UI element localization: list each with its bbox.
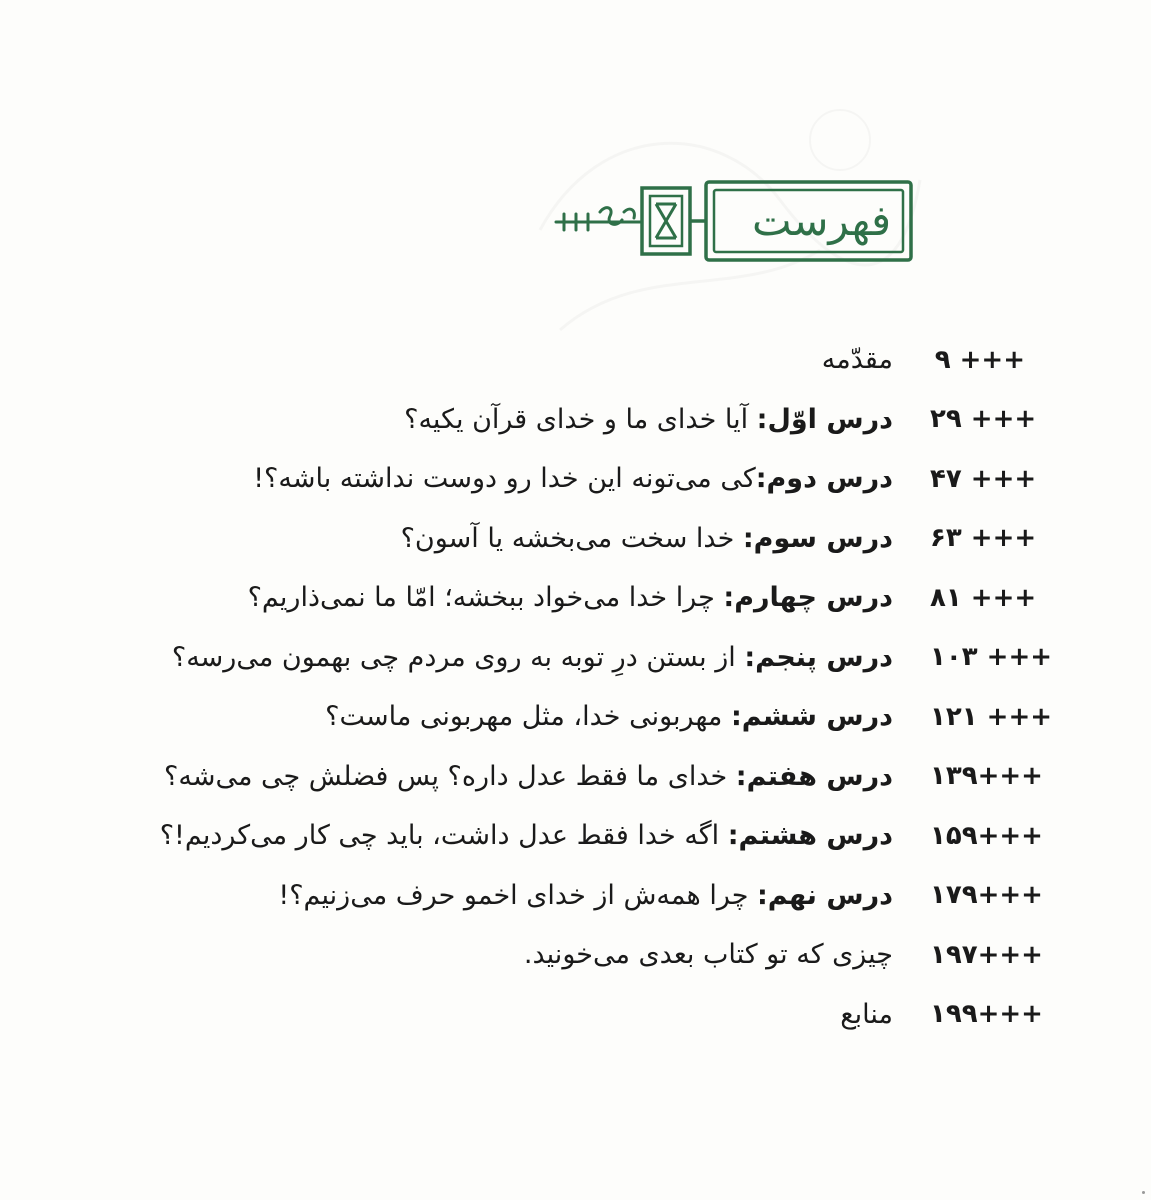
lesson-label: درس هشتم: — [727, 820, 893, 852]
page-number: ۱۹۹+++ — [930, 999, 1043, 1030]
toc-row — [120, 806, 1043, 866]
entry-text — [524, 939, 893, 970]
toc-row — [120, 985, 1043, 1045]
toc-row — [120, 925, 1043, 985]
entry-title: خدا سخت می‌بخشه یا آسون؟ — [400, 522, 743, 554]
toc-row — [120, 628, 1053, 688]
hourglass-icon — [656, 204, 676, 238]
lesson-label: درس ششم: — [730, 701, 893, 733]
entry-text — [822, 344, 893, 375]
entry-text — [325, 701, 893, 732]
entry-title: چرا همه‌ش از خدای اخمو حرف می‌زنیم؟! — [278, 879, 757, 911]
entry-title: مقدّمه — [821, 344, 893, 376]
page-number: ۸۱ +++ — [930, 582, 1037, 613]
page-number: ۱۷۹+++ — [930, 880, 1043, 911]
page-number: ۱۰۳ +++ — [930, 642, 1053, 673]
page-number: ۶۳ +++ — [930, 523, 1037, 554]
entry-text — [278, 880, 893, 911]
lesson-label: درس پنجم: — [744, 641, 893, 673]
toc-row — [120, 390, 1037, 450]
page-number: ۱۵۹+++ — [930, 820, 1043, 851]
toc-header — [550, 178, 915, 263]
toc-row — [120, 330, 1025, 390]
entry-text — [253, 463, 893, 494]
print-speck — [1142, 1191, 1145, 1194]
entry-text — [172, 642, 893, 673]
entry-text — [404, 404, 893, 435]
page-number: ۱۳۹+++ — [930, 761, 1043, 792]
toc-row — [120, 449, 1037, 509]
entry-title: خدای ما فقط عدل داره؟ پس فضلش چی می‌شه؟ — [164, 760, 736, 792]
entry-title: آیا خدای ما و خدای قرآن یکیه؟ — [404, 403, 757, 435]
entry-text — [160, 820, 893, 851]
entry-text — [164, 761, 893, 792]
lesson-label: درس سوم: — [742, 522, 893, 554]
entry-text — [401, 523, 893, 554]
entry-title: کی می‌تونه این خدا رو دوست نداشته باشه؟! — [253, 463, 756, 495]
page-number: ۱۲۱ +++ — [930, 701, 1053, 732]
entry-title: اگه خدا فقط عدل داشت، باید چی کار می‌کردیم!؟ — [159, 820, 728, 852]
table-of-contents — [120, 330, 1053, 1044]
entry-title: از بستن درِ توبه به روی مردم چی بهمون می‌رسه؟ — [171, 641, 745, 673]
toc-row — [120, 568, 1037, 628]
page-number: ۴۷ +++ — [930, 463, 1037, 494]
lesson-label: درس هفتم: — [735, 760, 893, 792]
lesson-label: درس اوّل: — [756, 403, 893, 435]
toc-row — [120, 509, 1037, 569]
page-number: ۲۹ +++ — [930, 404, 1037, 435]
page-number: ۱۹۷+++ — [930, 939, 1043, 970]
entry-text — [840, 999, 893, 1030]
toc-row — [120, 687, 1053, 747]
lesson-label: درس دوم: — [755, 463, 893, 495]
toc-row — [120, 866, 1043, 926]
toc-row — [120, 747, 1043, 807]
page-number: ۹ +++ — [934, 344, 1025, 375]
entry-text — [248, 582, 893, 613]
entry-title: چیزی که تو کتاب بعدی می‌خونید. — [523, 939, 893, 971]
entry-title: منابع — [840, 998, 893, 1030]
lesson-label: درس نهم: — [757, 879, 893, 911]
page-title: فهرست — [751, 196, 892, 245]
entry-title: مهربونی خدا، مثل مهربونی ماست؟ — [325, 701, 731, 733]
lesson-label: درس چهارم: — [723, 582, 893, 614]
entry-title: چرا خدا می‌خواد ببخشه؛ امّا ما نمی‌ذاریم؟ — [247, 582, 724, 614]
